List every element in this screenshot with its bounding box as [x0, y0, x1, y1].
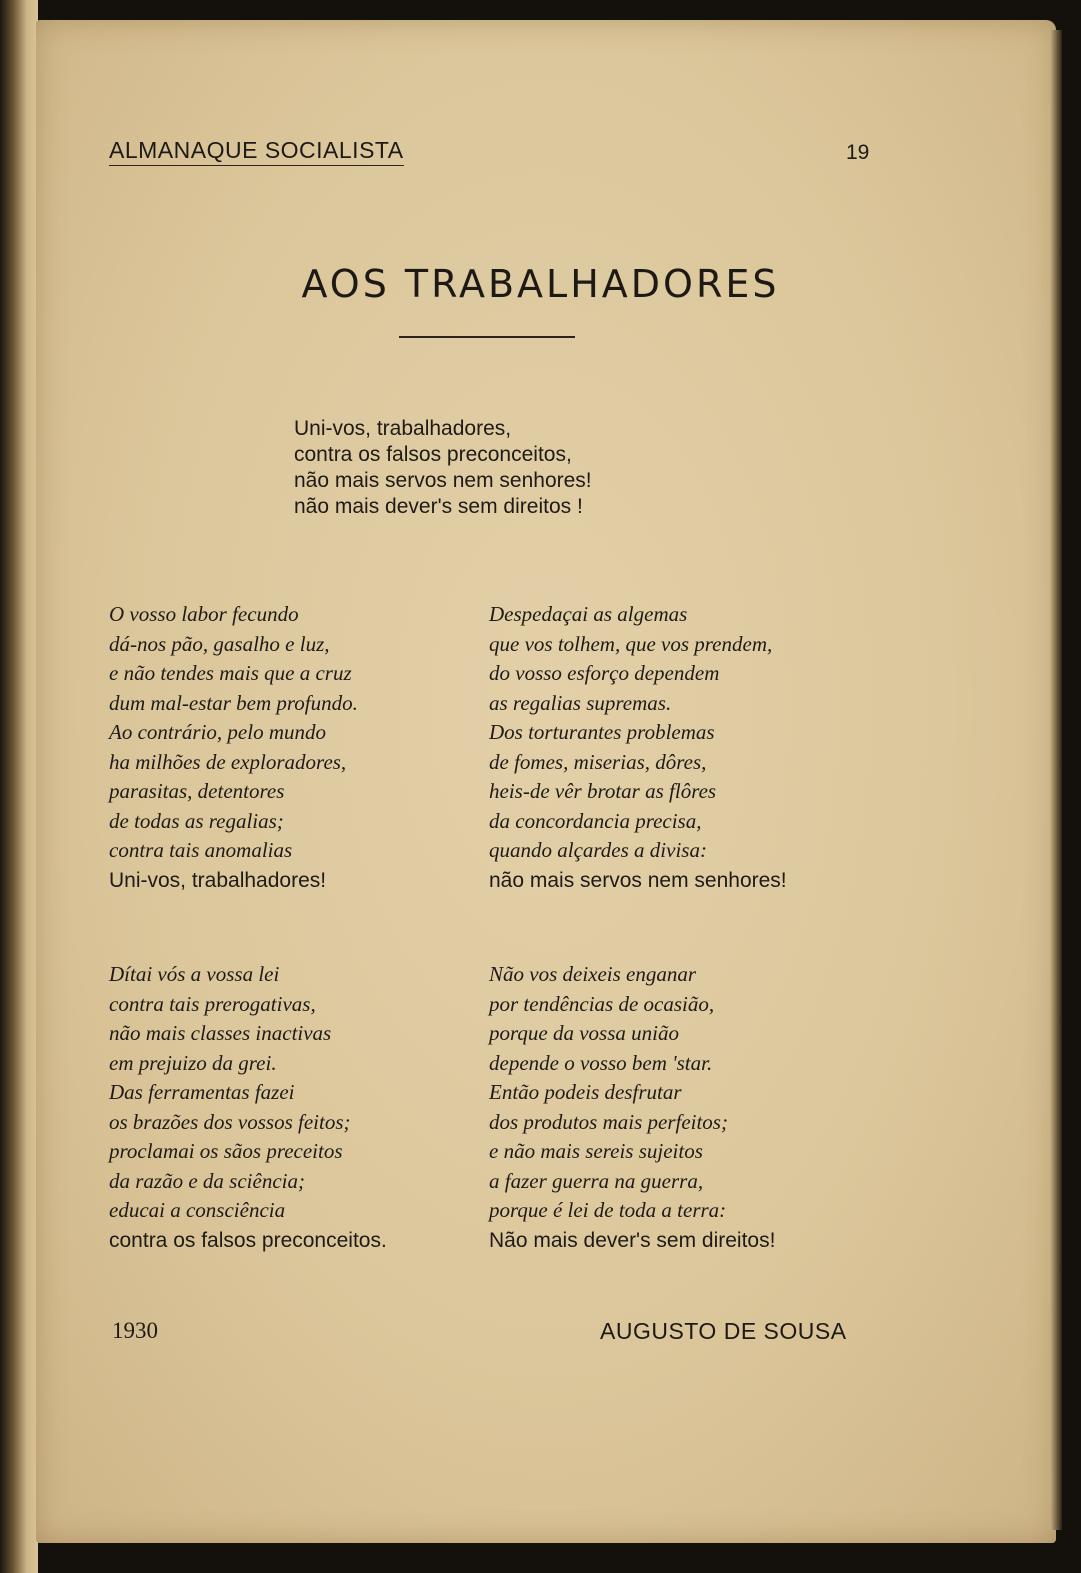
- verse-line: dá-nos pão, gasalho e luz,: [109, 631, 330, 656]
- stanza-1: [109, 600, 358, 895]
- poem-year: 1930: [112, 1318, 158, 1343]
- verse-line: em prejuizo da grei.: [109, 1050, 277, 1075]
- stanza-4: [489, 960, 775, 1255]
- verse-line: Dos torturantes problemas: [489, 720, 715, 744]
- page-number: 19: [846, 141, 870, 164]
- verse-line: quando alçardes a divisa:: [489, 838, 707, 862]
- verse-line: do vosso esforço dependem: [489, 661, 720, 685]
- verse-line: as regalias supremas.: [489, 690, 672, 715]
- verse-line: de fomes, miserias, dôres,: [489, 749, 707, 774]
- verse-line-refrain: Uni-vos, trabalhadores!: [109, 868, 327, 892]
- verse-line: dum mal-estar bem profundo.: [109, 690, 358, 715]
- verse-line: contra os falsos preconceitos,: [294, 443, 572, 466]
- verse-line: a fazer guerra na guerra,: [489, 1168, 704, 1193]
- verse-line: Ao contrário, pelo mundo: [109, 720, 326, 744]
- verse-line: heis-de vêr brotar as flôres: [489, 779, 717, 803]
- running-header: ALMANAQUE SOCIALISTA: [109, 137, 404, 166]
- verse-line: ha milhões de exploradores,: [109, 749, 347, 774]
- verse-line: não mais dever's sem direitos !: [294, 495, 583, 518]
- verse-line: Uni-vos, trabalhadores,: [294, 417, 512, 440]
- poem-author: AUGUSTO DE SOUSA: [600, 1318, 847, 1344]
- verse-line: Não vos deixeis enganar: [489, 962, 697, 986]
- page-edge: [1050, 30, 1062, 1530]
- verse-line: porque da vossa união: [489, 1021, 679, 1045]
- stanza-3: [109, 960, 387, 1255]
- verse-line: da razão e da sciência;: [109, 1168, 305, 1193]
- verse-line: Então podeis desfrutar: [489, 1080, 682, 1104]
- stanza-2: [489, 600, 787, 895]
- verse-line: e não tendes mais que a cruz: [109, 661, 352, 685]
- verse-line: dos produtos mais perfeitos;: [489, 1109, 728, 1134]
- verse-line: Dítai vós a vossa lei: [109, 962, 280, 986]
- refrain-stanza: [294, 416, 592, 520]
- verse-line: O vosso labor fecundo: [109, 602, 299, 626]
- verse-line-refrain: não mais servos nem senhores!: [489, 868, 787, 892]
- verse-line: educai a consciência: [109, 1198, 286, 1222]
- verse-line-refrain: Não mais dever's sem direitos!: [489, 1228, 776, 1252]
- verse-line: porque é lei de toda a terra:: [489, 1198, 727, 1222]
- verse-line: Das ferramentas fazei: [109, 1080, 295, 1104]
- poem-title: AOS TRABALHADORES: [301, 262, 780, 306]
- verse-line: não mais servos nem senhores!: [294, 469, 592, 492]
- verse-line: proclamai os sãos preceitos: [109, 1139, 343, 1163]
- verse-line: por tendências de ocasião,: [489, 991, 715, 1016]
- book-spine-shadow: [0, 0, 38, 1573]
- verse-line: da concordancia precisa,: [489, 808, 702, 833]
- verse-line: contra tais prerogativas,: [109, 991, 316, 1016]
- verse-line-refrain: contra os falsos preconceitos.: [109, 1228, 387, 1252]
- verse-line: Despedaçai as algemas: [489, 602, 688, 626]
- verse-line: os brazões dos vossos feitos;: [109, 1109, 351, 1134]
- verse-line: de todas as regalias;: [109, 808, 284, 833]
- verse-line: que vos tolhem, que vos prendem,: [489, 631, 773, 656]
- title-rule: [399, 336, 575, 338]
- verse-line: depende o vosso bem 'star.: [489, 1050, 713, 1075]
- verse-line: contra tais anomalias: [109, 838, 293, 862]
- verse-line: parasitas, detentores: [109, 779, 285, 803]
- verse-line: não mais classes inactivas: [109, 1021, 332, 1045]
- verse-line: e não mais sereis sujeitos: [489, 1139, 703, 1163]
